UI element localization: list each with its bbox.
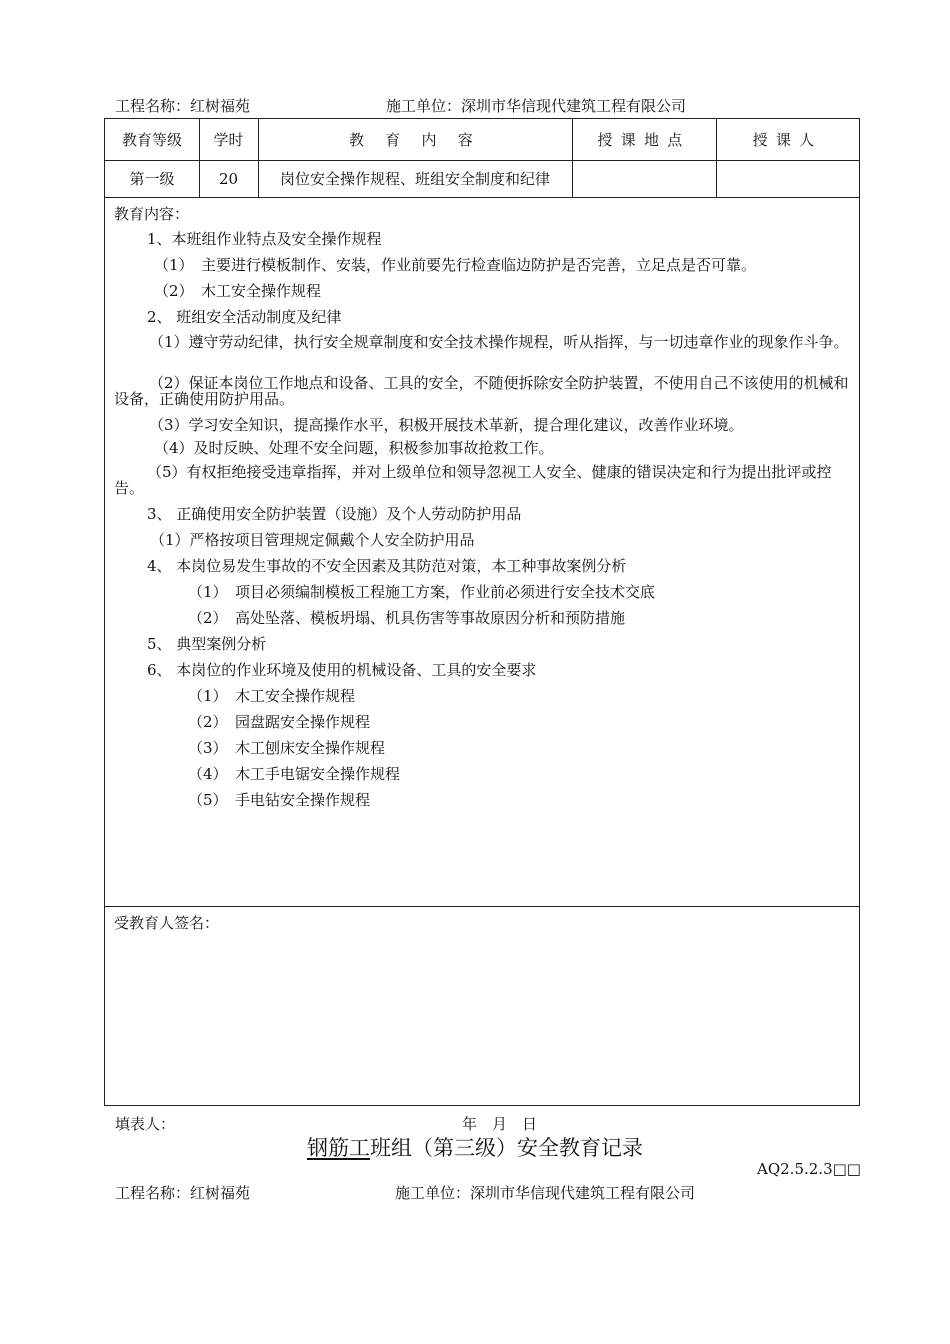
section-4-title: 4、 本岗位易发生事故的不安全因素及其防范对策，本工种事故案例分析 xyxy=(147,557,627,575)
cell-hours: 20 xyxy=(218,169,239,188)
section-6-item-3: （3） 木工刨床安全操作规程 xyxy=(188,739,386,757)
title-underlined-trade: 钢筋工 xyxy=(307,1136,370,1160)
section-2-item-2: （2）保证本岗位工作地点和设备、工具的安全，不随便拆除安全防护装置，不使用自己不该使用的机械和设备，正确使用防护用品。 xyxy=(114,374,849,408)
section-2-item-3: （3）学习安全知识，提高操作水平，积极开展技术革新，提合理化建议，改善作业环境。 xyxy=(149,416,744,434)
section-divider xyxy=(105,906,859,907)
section-6-item-5: （5） 手电钻安全操作规程 xyxy=(188,791,371,809)
section-5-title: 5、 典型案例分析 xyxy=(147,635,267,653)
section-6-item-4: （4） 木工手电锯安全操作规程 xyxy=(188,765,401,783)
section-1-title: 1、本班组作业特点及安全操作规程 xyxy=(147,230,382,248)
signature-label: 受教育人签名： xyxy=(114,914,220,932)
section-1-item-1: （1） 主要进行模板制作、安装，作业前要先行检查临边防护是否完善，立足点是否可靠。 xyxy=(154,256,757,274)
section-4-item-1: （1） 项目必须编制模板工程施工方案，作业前必须进行安全技术交底 xyxy=(188,583,656,601)
content-heading: 教育内容： xyxy=(114,205,190,223)
section-6-title: 6、 本岗位的作业环境及使用的机械设备、工具的安全要求 xyxy=(147,661,537,679)
section-3-title: 3、 正确使用安全防护装置（设施）及个人劳动防护用品 xyxy=(147,505,522,523)
section-2-item-5: （5）有权拒绝接受违章指挥，并对上级单位和领导忽视工人安全、健康的错误决定和行为提出批评或控告。 xyxy=(114,463,832,497)
section-6-item-2: （2） 园盘踞安全操作规程 xyxy=(188,713,371,731)
next-project-name: 工程名称：红树福苑 xyxy=(115,1184,251,1202)
section-2-title: 2、 班组安全活动制度及纪律 xyxy=(147,308,342,326)
section-6-item-1: （1） 木工安全操作规程 xyxy=(188,687,356,705)
section-4-item-2: （2） 高处坠落、模板坍塌、机具伤害等事故原因分析和预防措施 xyxy=(188,609,626,627)
cell-location xyxy=(572,160,716,197)
header-teacher: 授课人 xyxy=(752,131,823,149)
section-2-item-4: （4）及时反映、处理不安全问题，积极参加事故抢救工作。 xyxy=(154,439,554,457)
section-1-item-2: （2） 木工安全操作规程 xyxy=(154,282,322,300)
cell-level: 第一级 xyxy=(129,170,175,188)
header-hours: 学时 xyxy=(213,131,244,149)
next-construction-company: 施工单位：深圳市华信现代建筑工程有限公司 xyxy=(395,1184,696,1202)
filler-label: 填表人： xyxy=(115,1115,176,1133)
section-2-item-1: （1）遵守劳动纪律，执行安全规章制度和安全技术操作规程，听从指挥，与一切违章作业的现象作斗争。 xyxy=(149,333,849,351)
project-name: 工程名称：红树福苑 xyxy=(115,97,251,115)
row-divider xyxy=(105,197,859,198)
section-3-item-1: （1）严格按项目管理规定佩戴个人安全防护用品 xyxy=(150,531,475,549)
construction-company: 施工单位：深圳市华信现代建筑工程有限公司 xyxy=(386,97,687,115)
date-label: 年 月 日 xyxy=(462,1115,538,1133)
header-location: 授课地点 xyxy=(597,131,691,149)
header-education-level: 教育等级 xyxy=(121,131,182,149)
document-code: AQ2.5.2.3□□ xyxy=(757,1160,861,1178)
cell-content: 岗位安全操作规程、班组安全制度和纪律 xyxy=(279,170,550,188)
title-rest: 班组（第三级）安全教育记录 xyxy=(370,1136,643,1160)
next-page-title xyxy=(0,1132,950,1162)
cell-teacher xyxy=(716,160,859,197)
header-content: 教 育 内 容 xyxy=(348,131,482,149)
